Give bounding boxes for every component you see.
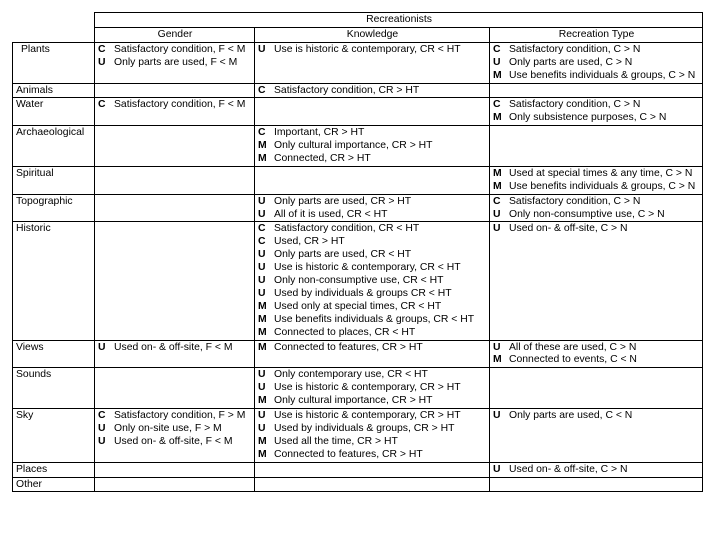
- entry-code: U: [258, 422, 266, 434]
- entry-text: Use benefits individuals & groups, C > N: [509, 180, 696, 192]
- row-label: Other: [13, 477, 95, 492]
- entry-text: Only parts are used, F < M: [114, 56, 238, 68]
- entry-code: U: [493, 463, 501, 475]
- cell-entry: [493, 342, 700, 355]
- table-row: [13, 409, 703, 463]
- entry-code: C: [258, 127, 266, 139]
- cell-entry: [258, 262, 487, 275]
- cell-entry: [258, 209, 487, 222]
- row-label: Sky: [13, 409, 95, 463]
- cell-entry: [258, 127, 487, 140]
- entry-code: U: [258, 43, 266, 55]
- table-row: [13, 462, 703, 477]
- cell-entry: [258, 449, 487, 462]
- entry-text: Used on- & off-site, C > N: [509, 223, 628, 235]
- entry-text: Use is historic & contemporary, CR < HT: [274, 262, 461, 274]
- cell-entry: [493, 181, 700, 194]
- entry-code: U: [98, 422, 106, 434]
- cell-knowledge: [255, 340, 490, 368]
- row-label: Archaeological: [13, 126, 95, 167]
- row-label: Plants: [13, 42, 95, 83]
- cell-gender: [95, 83, 255, 98]
- cell-knowledge: [255, 126, 490, 167]
- entry-code: U: [258, 369, 266, 381]
- table-row: [13, 222, 703, 340]
- cell-gender: [95, 166, 255, 194]
- entry-text: Used, CR > HT: [274, 236, 345, 248]
- cell-entry: [98, 57, 252, 70]
- cell-entry: [258, 423, 487, 436]
- entry-code: M: [258, 313, 267, 325]
- cell-recreation-type: [490, 368, 703, 409]
- entry-code: M: [493, 167, 502, 179]
- cell-entry: [258, 382, 487, 395]
- cell-entry: [258, 301, 487, 314]
- cell-entry: [258, 327, 487, 340]
- entry-code: M: [258, 326, 267, 338]
- cell-entry: [258, 288, 487, 301]
- column-header-gender: Gender: [95, 27, 255, 42]
- entry-text: Use is historic & contemporary, CR > HT: [274, 410, 461, 422]
- table-row: [13, 126, 703, 167]
- cell-entry: [258, 436, 487, 449]
- cell-gender: [95, 222, 255, 340]
- entry-text: Only parts are used, C > N: [509, 56, 633, 68]
- entry-text: Use is historic & contemporary, CR < HT: [274, 43, 461, 55]
- cell-gender: [95, 340, 255, 368]
- entry-text: Satisfactory condition, C > N: [509, 195, 641, 207]
- cell-gender: [95, 194, 255, 222]
- entry-code: C: [98, 43, 106, 55]
- cell-entry: [258, 314, 487, 327]
- cell-recreation-type: [490, 126, 703, 167]
- entry-code: M: [258, 300, 267, 312]
- entry-text: Only parts are used, CR < HT: [274, 249, 412, 261]
- entry-text: Only non-consumptive use, C > N: [509, 208, 665, 220]
- entry-text: Connected to places, CR < HT: [274, 326, 416, 338]
- cell-gender: [95, 409, 255, 463]
- cell-recreation-type: [490, 98, 703, 126]
- cell-entry: [258, 275, 487, 288]
- table-row: [13, 194, 703, 222]
- cell-knowledge: [255, 477, 490, 492]
- cell-entry: [258, 369, 487, 382]
- cell-knowledge: [255, 166, 490, 194]
- entry-text: Satisfactory condition, CR > HT: [274, 84, 420, 96]
- cell-entry: [493, 410, 700, 423]
- cell-entry: [493, 209, 700, 222]
- cell-knowledge: [255, 194, 490, 222]
- entry-code: U: [258, 287, 266, 299]
- cell-entry: [493, 44, 700, 57]
- entry-text: Used all the time, CR > HT: [274, 435, 398, 447]
- entry-text: Used on- & off-site, F < M: [114, 435, 233, 447]
- entry-code: M: [258, 435, 267, 447]
- entry-code: U: [258, 410, 266, 422]
- cell-entry: [258, 236, 487, 249]
- entry-code: M: [258, 140, 267, 152]
- cell-recreation-type: [490, 42, 703, 83]
- entry-text: Used by individuals & groups CR < HT: [274, 287, 452, 299]
- cell-entry: [258, 85, 487, 98]
- entry-text: Only subsistence purposes, C > N: [509, 112, 667, 124]
- cell-gender: [95, 126, 255, 167]
- row-label: Places: [13, 462, 95, 477]
- cell-entry: [258, 153, 487, 166]
- entry-code: C: [493, 195, 501, 207]
- row-label: Animals: [13, 83, 95, 98]
- entry-text: Only parts are used, C < N: [509, 410, 633, 422]
- entry-code: M: [258, 152, 267, 164]
- column-header-recreation-type: Recreation Type: [490, 27, 703, 42]
- cell-knowledge: [255, 462, 490, 477]
- entry-text: Only cultural importance, CR > HT: [274, 140, 433, 152]
- cell-gender: [95, 462, 255, 477]
- cell-entry: [98, 423, 252, 436]
- group-header-row: [13, 13, 703, 28]
- entry-code: C: [98, 410, 106, 422]
- entry-text: Used only at special times, CR < HT: [274, 300, 442, 312]
- entry-text: Used by individuals & groups, CR > HT: [274, 422, 455, 434]
- cell-knowledge: [255, 409, 490, 463]
- entry-code: C: [493, 43, 501, 55]
- entry-code: M: [258, 395, 267, 407]
- entry-text: Used on- & off-site, F < M: [114, 341, 233, 353]
- entry-code: M: [258, 448, 267, 460]
- entry-text: All of these are used, C > N: [509, 341, 637, 353]
- entry-text: Connected to features, CR > HT: [274, 341, 423, 353]
- entry-code: M: [493, 112, 502, 124]
- cell-entry: [493, 70, 700, 83]
- entry-code: U: [98, 56, 106, 68]
- cell-gender: [95, 42, 255, 83]
- entry-text: Important, CR > HT: [274, 127, 365, 139]
- entry-text: Used on- & off-site, C > N: [509, 463, 628, 475]
- corner-cell: [13, 27, 95, 42]
- entry-code: C: [258, 223, 266, 235]
- cell-recreation-type: [490, 83, 703, 98]
- cell-entry: [258, 196, 487, 209]
- cell-entry: [98, 342, 252, 355]
- entry-code: U: [98, 341, 106, 353]
- entry-code: C: [258, 84, 266, 96]
- entry-code: U: [258, 382, 266, 394]
- cell-entry: [258, 140, 487, 153]
- table-row: [13, 477, 703, 492]
- cell-entry: [493, 354, 700, 367]
- cell-entry: [493, 57, 700, 70]
- column-header-row: [13, 27, 703, 42]
- entry-text: Connected to features, CR > HT: [274, 448, 423, 460]
- entry-text: Connected to events, C < N: [509, 354, 637, 366]
- cell-knowledge: [255, 98, 490, 126]
- entry-text: Only non-consumptive use, CR < HT: [274, 275, 444, 287]
- cell-entry: [258, 44, 487, 57]
- entry-code: U: [493, 223, 501, 235]
- cell-gender: [95, 477, 255, 492]
- entry-code: U: [258, 249, 266, 261]
- entry-code: U: [258, 275, 266, 287]
- row-label: Topographic: [13, 194, 95, 222]
- entry-code: M: [493, 69, 502, 81]
- entry-text: Only parts are used, CR > HT: [274, 195, 412, 207]
- cell-entry: [98, 436, 252, 449]
- entry-text: Satisfactory condition, CR < HT: [274, 223, 420, 235]
- entry-text: Use benefits individuals & groups, CR < HT: [274, 313, 475, 325]
- entry-code: C: [493, 99, 501, 111]
- group-header: Recreationists: [95, 13, 703, 28]
- cell-recreation-type: [490, 340, 703, 368]
- entry-code: U: [493, 341, 501, 353]
- entry-code: U: [98, 435, 106, 447]
- recreationists-table: [12, 12, 703, 492]
- cell-entry: [493, 168, 700, 181]
- entry-code: C: [98, 99, 106, 111]
- entry-text: Satisfactory condition, F < M: [114, 43, 246, 55]
- cell-recreation-type: [490, 409, 703, 463]
- cell-entry: [98, 44, 252, 57]
- corner-cell: [13, 13, 95, 28]
- entry-text: Only on-site use, F > M: [114, 422, 222, 434]
- table-row: [13, 83, 703, 98]
- cell-entry: [258, 249, 487, 262]
- entry-code: M: [493, 180, 502, 192]
- table-row: [13, 98, 703, 126]
- entry-text: Only contemporary use, CR < HT: [274, 369, 428, 381]
- table-row: [13, 368, 703, 409]
- cell-knowledge: [255, 83, 490, 98]
- cell-entry: [493, 223, 700, 236]
- row-label: Historic: [13, 222, 95, 340]
- cell-knowledge: [255, 42, 490, 83]
- entry-text: Satisfactory condition, C > N: [509, 99, 641, 111]
- row-label: Sounds: [13, 368, 95, 409]
- cell-entry: [258, 342, 487, 355]
- entry-code: M: [493, 354, 502, 366]
- entry-text: Satisfactory condition, F < M: [114, 99, 246, 111]
- entry-code: U: [493, 56, 501, 68]
- cell-knowledge: [255, 222, 490, 340]
- row-label: Spiritual: [13, 166, 95, 194]
- table-row: [13, 166, 703, 194]
- entry-text: Connected, CR > HT: [274, 152, 371, 164]
- entry-text: Use benefits individuals & groups, C > N: [509, 69, 696, 81]
- entry-code: U: [258, 262, 266, 274]
- entry-code: U: [493, 208, 501, 220]
- column-header-knowledge: Knowledge: [255, 27, 490, 42]
- cell-recreation-type: [490, 462, 703, 477]
- row-label: Water: [13, 98, 95, 126]
- entry-code: U: [258, 195, 266, 207]
- table-row: [13, 42, 703, 83]
- cell-entry: [493, 99, 700, 112]
- table-row: [13, 340, 703, 368]
- entry-code: U: [258, 208, 266, 220]
- row-label: Views: [13, 340, 95, 368]
- cell-entry: [493, 464, 700, 477]
- entry-text: Used at special times & any time, C > N: [509, 167, 693, 179]
- cell-gender: [95, 368, 255, 409]
- entry-code: M: [258, 341, 267, 353]
- entry-text: Use is historic & contemporary, CR > HT: [274, 382, 461, 394]
- cell-entry: [258, 395, 487, 408]
- cell-entry: [493, 112, 700, 125]
- cell-gender: [95, 98, 255, 126]
- cell-entry: [258, 410, 487, 423]
- cell-entry: [98, 99, 252, 112]
- cell-recreation-type: [490, 477, 703, 492]
- cell-entry: [258, 223, 487, 236]
- cell-recreation-type: [490, 194, 703, 222]
- cell-entry: [493, 196, 700, 209]
- entry-text: All of it is used, CR < HT: [274, 208, 388, 220]
- entry-code: U: [493, 410, 501, 422]
- cell-entry: [98, 410, 252, 423]
- cell-recreation-type: [490, 166, 703, 194]
- entry-text: Only cultural importance, CR > HT: [274, 395, 433, 407]
- entry-code: C: [258, 236, 266, 248]
- entry-text: Satisfactory condition, C > N: [509, 43, 641, 55]
- cell-recreation-type: [490, 222, 703, 340]
- cell-knowledge: [255, 368, 490, 409]
- entry-text: Satisfactory condition, F > M: [114, 410, 246, 422]
